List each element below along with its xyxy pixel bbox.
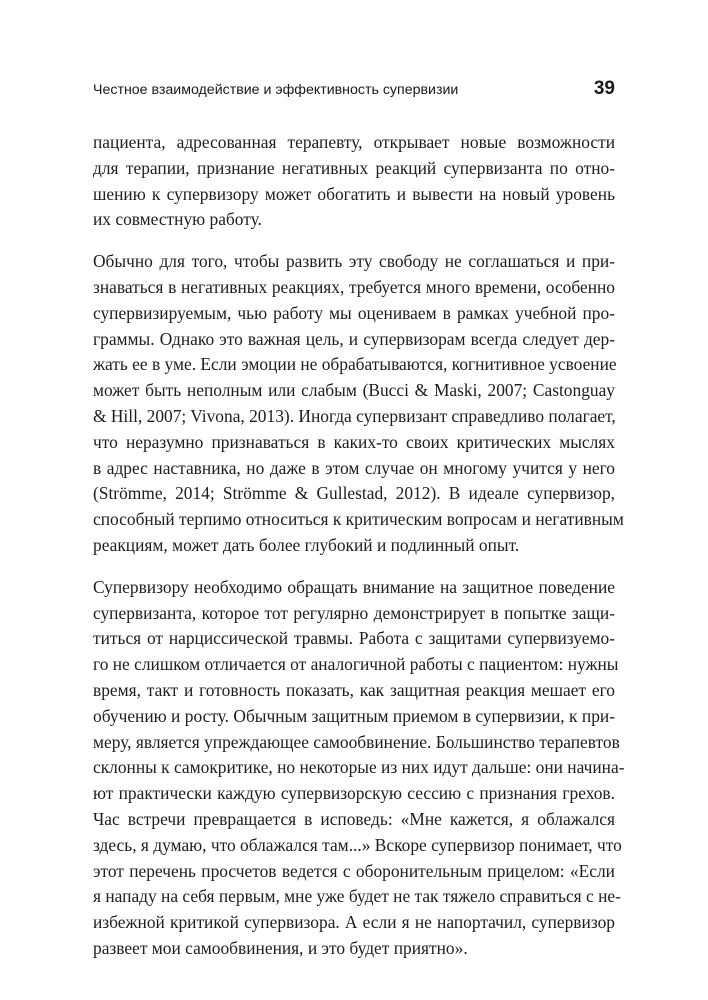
page-number: 39 xyxy=(593,78,615,99)
text-line: жать ее в уме. Если эмоции не обрабатываются, когнитивное усвоение xyxy=(93,354,617,375)
text-line: шению к супервизору может обогатить и вывести на новый уровень xyxy=(93,183,615,204)
text-line: склонны к самокритике, но некоторые из них идут дальше: они начина- xyxy=(93,757,625,778)
text-line: их совместную работу. xyxy=(93,209,262,230)
text-line: избежной критикой супервизора. А если я не напортачил, супервизор xyxy=(93,912,615,933)
text-line: & Hill, 2007; Vivona, 2013). Иногда супервизант справедливо полагает, xyxy=(93,405,616,426)
text-line: что неразумно признаваться в каких-то своих критических мыслях xyxy=(93,431,615,452)
text-line: этот перечень просчетов ведется с оборонительным прицелом: «Если xyxy=(93,860,615,881)
text-line: я нападу на себя первым, мне уже будет не так тяжело справиться с не- xyxy=(93,886,621,907)
text-line: го не слишком отличается от аналогичной работы с пациентом: нужны xyxy=(93,654,619,675)
text-line: реакциям, может дать более глубокий и подлинный опыт. xyxy=(93,534,520,555)
text-line: развеет мои самообвинения, и это будет приятно». xyxy=(93,937,468,958)
text-line: время, такт и готовность показать, как защитная реакция мешает его xyxy=(93,679,615,700)
text-line: (Strömme, 2014; Strömme & Gullestad, 2012). В идеале супервизор, xyxy=(93,483,615,504)
text-line: меру, является упреждающее самообвинение. Большинство терапевтов xyxy=(93,731,620,752)
text-line: для терапии, признание негативных реакций супервизанта по отно- xyxy=(93,157,615,178)
text-line: Час встречи превращается в исповедь: «Мне кажется, я облажался xyxy=(93,808,615,829)
paragraph-3 xyxy=(93,575,625,962)
paragraph-1 xyxy=(93,130,615,233)
text-line: Супервизору необходимо обращать внимание на защитное поведение xyxy=(93,576,615,597)
text-line: здесь, я думаю, что облажался там...» Вскоре супервизор понимает, что xyxy=(93,834,622,855)
text-line: может быть неполным или слабым (Bucci & Maski, 2007; Castonguay xyxy=(93,380,615,401)
text-line: титься от нарциссической травмы. Работа с защитами супервизуемо- xyxy=(93,628,615,649)
text-line: в адрес наставника, но даже в этом случае он многому учится у него xyxy=(93,457,615,478)
running-title: Честное взаимодействие и эффективность супервизии xyxy=(93,82,459,98)
text-line: обучению и росту. Обычным защитным приемом в супервизии, к при- xyxy=(93,705,615,726)
text-line: граммы. Однако это важная цель, и супервизорам всегда следует дер- xyxy=(93,328,615,349)
text-line: супервизируемым, чью работу мы оцениваем в рамках учебной про- xyxy=(93,302,615,323)
running-head xyxy=(93,78,615,102)
text-line: способный терпимо относиться к критическим вопросам и негативным xyxy=(93,509,624,530)
text-line: знаваться в негативных реакциях, требуется много времени, особенно xyxy=(93,276,615,297)
text-line: Обычно для того, чтобы развить эту свободу не соглашаться и при- xyxy=(93,251,615,272)
text-line: ют практически каждую супервизорскую сессию с признания грехов. xyxy=(93,783,615,804)
body-text xyxy=(93,130,625,978)
paragraph-2 xyxy=(93,249,624,559)
text-line: пациента, адресованная терапевту, открывает новые возможности xyxy=(93,132,615,152)
text-line: супервизанта, которое тот регулярно демонстрирует в попытке защи- xyxy=(93,602,615,623)
